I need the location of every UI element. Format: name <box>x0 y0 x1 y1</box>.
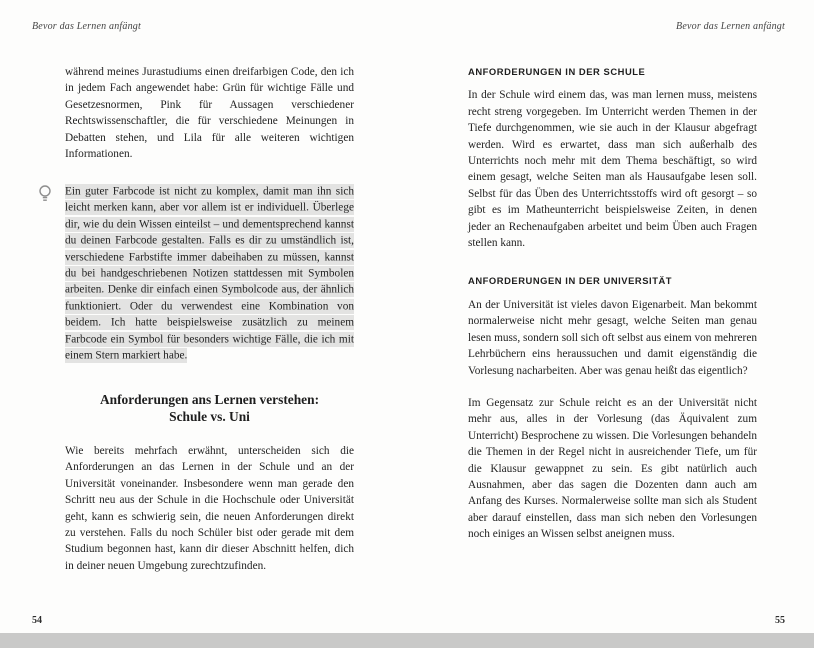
page-number-right: 55 <box>775 615 785 626</box>
lightbulb-icon <box>38 184 52 206</box>
running-header-right: Bevor das Lernen anfängt <box>676 21 785 32</box>
schule-paragraph: In der Schule wird einem das, was man lernen muss, meistens recht streng vorgegeben. Im Unterricht werden Themen in der Tiefe durchgenommen, wie sie auch in der Klausur abgefragt werden. Wird es erwartet, dass man sich außerhalb des Unterrichts noch mehr mit dem Thema beschäftigt, so wird einem gesagt, welche Seiten man als Hausaufgabe lesen soll. Selbst für das Üben des Unterrichtsstoffs wird oft gesorgt – so gibt es im Matheunterricht beispielsweise Zeiten, in denen jeder an Rechenaufgaben arbeitet und beim Üben auch Fragen stellen kann. <box>468 89 757 250</box>
subheading-universitaet: ANFORDERUNGEN IN DER UNIVERSITÄT <box>468 275 673 287</box>
intro-paragraph: während meines Jurastudiums einen dreifarbigen Code, den ich in jedem Fach angewendet habe: Grün für wichtige Fälle und Gesetzesnormen, Pink für Aussagen verschiedener Rechtswissenschaftler, die für verschiedene Meinungen in Debatten stehen, und Lila für alle weiteren wichtigen Informationen. <box>65 66 354 161</box>
right-page-column <box>468 64 757 543</box>
bottom-strip <box>0 633 814 648</box>
tip-box <box>65 183 354 363</box>
universitaet-paragraph-2: Im Gegensatz zur Schule reicht es an der Universität nicht mehr aus, alles in der Vorlesung (das Äquivalent zum Unterricht) Besprochene zu wissen. Die Vorlesungen behandeln die Themen in der Regel nicht in ausreichender Tiefe, um für die Klausur gewappnet zu sein. Es gibt natürlich auch Ausnahmen, aber das sagen die Dozenten dann auch am Anfang des Kurses. Normalerweise sollte man sich als Student aber darauf einstellen, dass man sich neben den Vorlesungen noch einiges an Wissen selbst aneignen muss. <box>468 396 757 541</box>
page-number-left: 54 <box>32 615 42 626</box>
subheading-schule: ANFORDERUNGEN IN DER SCHULE <box>468 66 646 77</box>
section-heading-line-2: Schule vs. Uni <box>169 409 250 425</box>
tip-highlighted-text: Ein guter Farbcode ist nicht zu komplex, damit man ihn sich leicht merken kann, aber vor allem ist er individuell. Überlege dir, wie du dein Wissen einteilst – und dementsprechend kannst du deinen Farbcode gestalten. Falls es dir zu umständlich ist, verschiedene Farbstifte immer dabeihaben zu müssen, kannst du bei handgeschriebenen Notizen stattdessen mit Symbolen arbeiten. Denke dir einfach einen Symbolcode aus, der ähnlich funktioniert. Oder du verwendest eine Kombination von beidem. Ich hatte beispielsweise zusätzlich zu meinem Farbcode ein Symbol für besonders wichtige Fälle, die ich mit einem Stern markiert habe. <box>65 185 354 362</box>
tip-text <box>65 183 354 363</box>
running-header-left: Bevor das Lernen anfängt <box>32 21 141 32</box>
left-page-column <box>65 64 354 574</box>
section-heading-line-1: Anforderungen ans Lernen verstehen: <box>99 391 320 407</box>
universitaet-paragraph-1: An der Universität ist vieles davon Eigenarbeit. Man bekommt normalerweise nicht mehr gesagt, welche Seiten man genau lesen muss, sondern soll sich oft selbst aus einem von mehreren Lehrbüchern eins heraussuchen und damit eigenständig die Vorlesung nacharbeiten. Aber was genau heißt das eigentlich? <box>468 298 757 377</box>
closing-paragraph: Wie bereits mehrfach erwähnt, unterscheiden sich die Anforderungen an das Lernen in der Schule und an der Universität voneinander. Insbesondere wenn man gerade den Schritt neu aus der Schule in die Hochschule oder Universität geht, kann es schwierig sein, die neuen Anforderungen direkt zu verstehen. Falls du noch Schüler bist oder gerade mit dem Studium begonnen hast, kann dir dieser Abschnitt helfen, dich in deiner neuen Umgebung zurechtzufinden. <box>65 444 354 572</box>
section-heading <box>65 391 354 426</box>
